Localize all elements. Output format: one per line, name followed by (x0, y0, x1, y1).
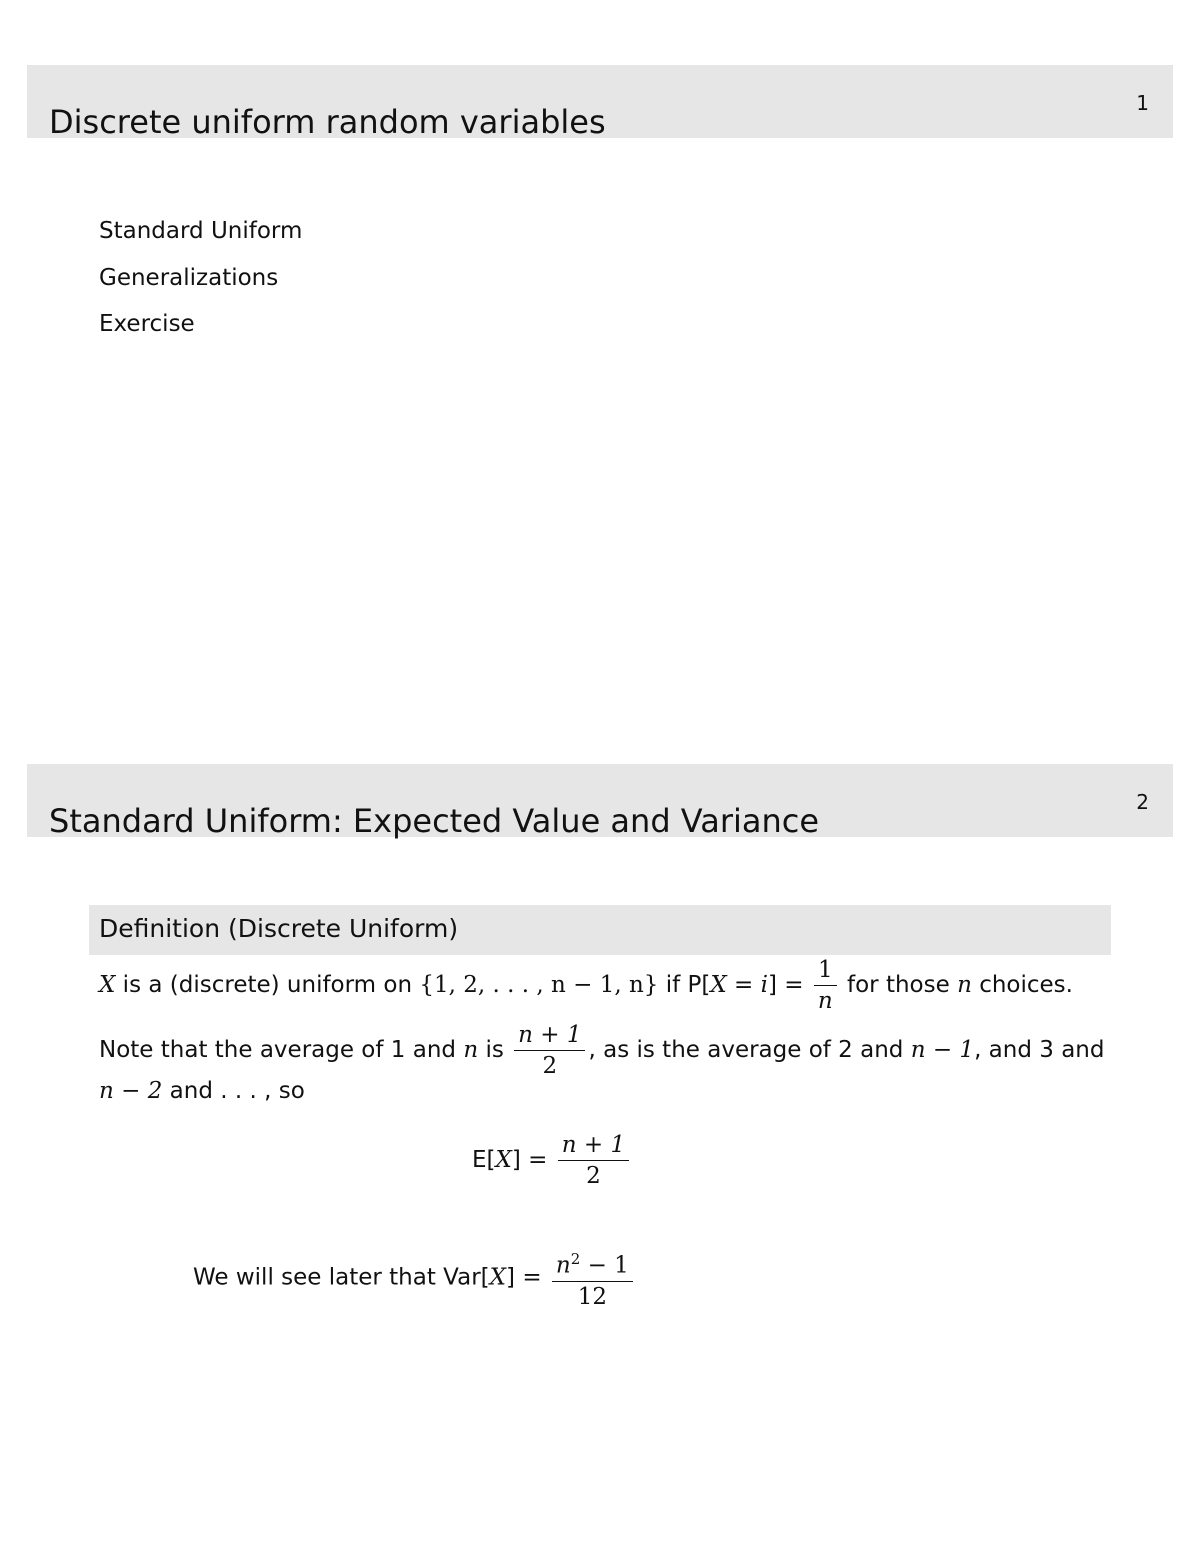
variance-text: We will see later that Var[ (193, 1264, 490, 1291)
def-text-4: for those (839, 972, 958, 998)
note-line-1 (99, 1020, 1104, 1081)
slide-title-bar (27, 764, 1173, 841)
fraction-n-plus-1-over-2 (514, 1020, 585, 1081)
numerator-rest: − 1 (580, 1252, 629, 1279)
def-text-5: choices. (971, 972, 1073, 998)
fraction-numerator: n + 1 (514, 1020, 585, 1051)
fraction-denominator: n (817, 988, 833, 1014)
equals-sign: ] = (511, 1147, 555, 1173)
note-line-2 (99, 1078, 305, 1104)
def-text-2: if P[ (658, 972, 711, 998)
fraction-denominator: 12 (577, 1283, 607, 1310)
note-text-1: Note that the average of 1 and (99, 1037, 464, 1063)
exponent: 2 (570, 1250, 581, 1268)
note-text-5: and . . . , so (162, 1078, 305, 1104)
slide-2 (0, 700, 1200, 1553)
variance-equation (193, 1244, 636, 1312)
note-text-2: is (478, 1037, 512, 1063)
slide-title: Standard Uniform: Expected Value and Variance (49, 802, 820, 841)
fraction-one-over-n (814, 955, 837, 1016)
fraction-numerator: n + 1 (558, 1130, 629, 1161)
expectation-operator: E[ (472, 1147, 496, 1173)
definition-block-header (89, 905, 1111, 955)
var-n: n (957, 972, 972, 998)
page-number: 1 (1136, 91, 1149, 115)
expectation-equation (472, 1130, 632, 1191)
var-x: X (99, 972, 116, 998)
slide-1 (0, 0, 1200, 700)
var-x: X (495, 1147, 512, 1173)
def-text-3: ] = (768, 972, 811, 998)
table-of-contents (99, 214, 302, 354)
fraction-variance (552, 1244, 633, 1312)
slide-title-bar (27, 65, 1173, 142)
page-number: 2 (1136, 790, 1149, 814)
toc-item-standard-uniform[interactable]: Standard Uniform (99, 218, 303, 244)
definition-text (99, 955, 1073, 1016)
equals-sign: ] = (506, 1264, 549, 1291)
expr-n-minus-1: n − 1 (910, 1037, 975, 1063)
var-n: n (555, 1252, 571, 1279)
fraction-numerator: 1 (814, 955, 837, 986)
fraction-numerator (552, 1244, 633, 1282)
fraction-expectation (558, 1130, 629, 1191)
var-x: X (489, 1264, 507, 1291)
prob-argument: X = i (710, 972, 768, 998)
note-text-3: , as is the average of 2 and (588, 1037, 911, 1063)
fraction-denominator: 2 (542, 1053, 558, 1079)
definition-title: Definition (Discrete Uniform) (99, 914, 459, 943)
var-n: n (463, 1037, 479, 1063)
note-text-4: , and 3 and (974, 1037, 1105, 1063)
def-text-1: is a (discrete) uniform on (115, 972, 420, 998)
fraction-denominator: 2 (586, 1163, 601, 1189)
toc-item-exercise[interactable]: Exercise (99, 311, 195, 337)
support-set: {1, 2, . . . , n − 1, n} (419, 972, 659, 998)
toc-item-generalizations[interactable]: Generalizations (99, 264, 279, 291)
slide-title: Discrete uniform random variables (49, 103, 606, 142)
expr-n-minus-2: n − 2 (99, 1078, 163, 1104)
